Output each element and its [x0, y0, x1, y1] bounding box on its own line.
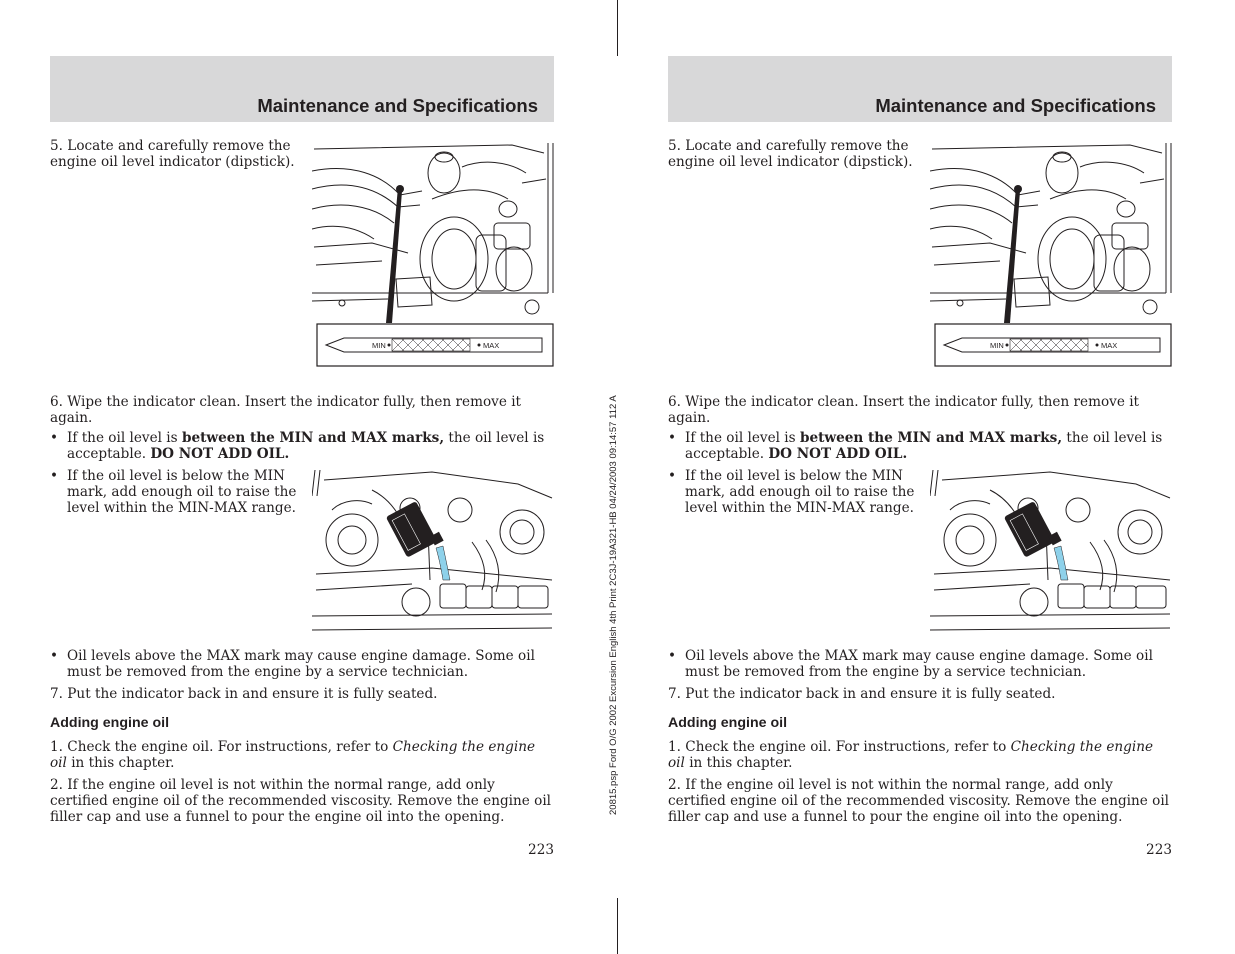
- bullet-dot: •: [50, 430, 59, 446]
- step-7-text: 7. Put the indicator back in and ensure it is fully seated.: [668, 686, 1056, 702]
- bullet-dot: •: [668, 648, 677, 664]
- dipstick-max-label: MAX: [483, 341, 500, 350]
- step-6-text: 6. Wipe the indicator clean. Insert the indicator fully, then remove it again.: [668, 394, 1140, 427]
- add-oil-figure: [312, 470, 556, 634]
- dipstick-location-figure: [930, 143, 1174, 369]
- header-band: [50, 56, 554, 122]
- page-title: Maintenance and Specifications: [875, 95, 1156, 116]
- step-6-text: 6. Wipe the indicator clean. Insert the indicator fully, then remove it again.: [50, 394, 522, 427]
- dipstick-location-figure: [312, 143, 556, 369]
- step-5-text: 5. Locate and carefully remove the engine oil level indicator (dipstick).: [50, 138, 295, 171]
- crop-mark-top: [617, 0, 618, 56]
- page-title: Maintenance and Specifications: [257, 95, 538, 116]
- add-oil-figure: [930, 470, 1174, 634]
- bullet-oil-low: • If the oil level is below the MIN mark, add enough oil to raise the level within the MIN-MAX range.: [668, 468, 915, 517]
- page-left: [50, 0, 554, 954]
- print-slug: 20815.psp Ford O/G 2002 Excursion English 4th Print 2C3J-19A321-HB 04/24/2003 09:14:57 112 A: [608, 395, 619, 815]
- dipstick-min-label: MIN: [372, 341, 386, 350]
- add-step-1-text: 1. Check the engine oil. For instructions, refer to Checking the engine oil in this chapter.: [668, 739, 1154, 772]
- header-band: [668, 56, 1172, 122]
- cross-reference-link[interactable]: Checking the engine oil: [668, 739, 1154, 772]
- step-7-text: 7. Put the indicator back in and ensure it is fully seated.: [50, 686, 438, 702]
- step-5-text: 5. Locate and carefully remove the engine oil level indicator (dipstick).: [668, 138, 913, 171]
- section-subheading: Adding engine oil: [668, 715, 788, 731]
- bullet-dot: •: [50, 468, 59, 484]
- bold-range: between the MIN and MAX marks,: [799, 430, 1063, 446]
- bullet-dot: •: [50, 648, 59, 664]
- bullet-oil-ok: • If the oil level is between the MIN and MAX marks, the oil level is acceptable. DO NOT ADD OIL.: [50, 430, 545, 463]
- bullet-dot: •: [668, 430, 677, 446]
- bullet-oil-ok: • If the oil level is between the MIN and MAX marks, the oil level is acceptable. DO NOT ADD OIL.: [668, 430, 1163, 463]
- dipstick-max-label: MAX: [1101, 341, 1118, 350]
- bold-warning: DO NOT ADD OIL.: [768, 446, 908, 463]
- page-number: 223: [1146, 842, 1172, 858]
- add-step-2-text: 2. If the engine oil level is not within the normal range, add only certified engine oil of the recommended viscosity. Remove the engine oil filler cap and use a funnel to pour the engine oil into the opening.: [50, 777, 552, 826]
- page-right: [668, 0, 1172, 954]
- dipstick-min-label: MIN: [990, 341, 1004, 350]
- bullet-oil-high: • Oil levels above the MAX mark may cause engine damage. Some oil must be removed from the engine by a service technician.: [50, 648, 535, 681]
- page-number: 223: [528, 842, 554, 858]
- bold-warning: DO NOT ADD OIL.: [150, 446, 290, 463]
- bullet-oil-low: • If the oil level is below the MIN mark, add enough oil to raise the level within the MIN-MAX range.: [50, 468, 297, 517]
- bullet-oil-high: • Oil levels above the MAX mark may cause engine damage. Some oil must be removed from the engine by a service technician.: [668, 648, 1153, 681]
- add-step-2-text: 2. If the engine oil level is not within the normal range, add only certified engine oil of the recommended viscosity. Remove the engine oil filler cap and use a funnel to pour the engine oil into the opening.: [668, 777, 1170, 826]
- section-subheading: Adding engine oil: [50, 715, 170, 731]
- cross-reference-link[interactable]: Checking the engine oil: [50, 739, 536, 772]
- bold-range: between the MIN and MAX marks,: [181, 430, 445, 446]
- add-step-1-text: 1. Check the engine oil. For instructions, refer to Checking the engine oil in this chapter.: [50, 739, 536, 772]
- bullet-dot: •: [668, 468, 677, 484]
- crop-mark-bottom: [617, 898, 618, 954]
